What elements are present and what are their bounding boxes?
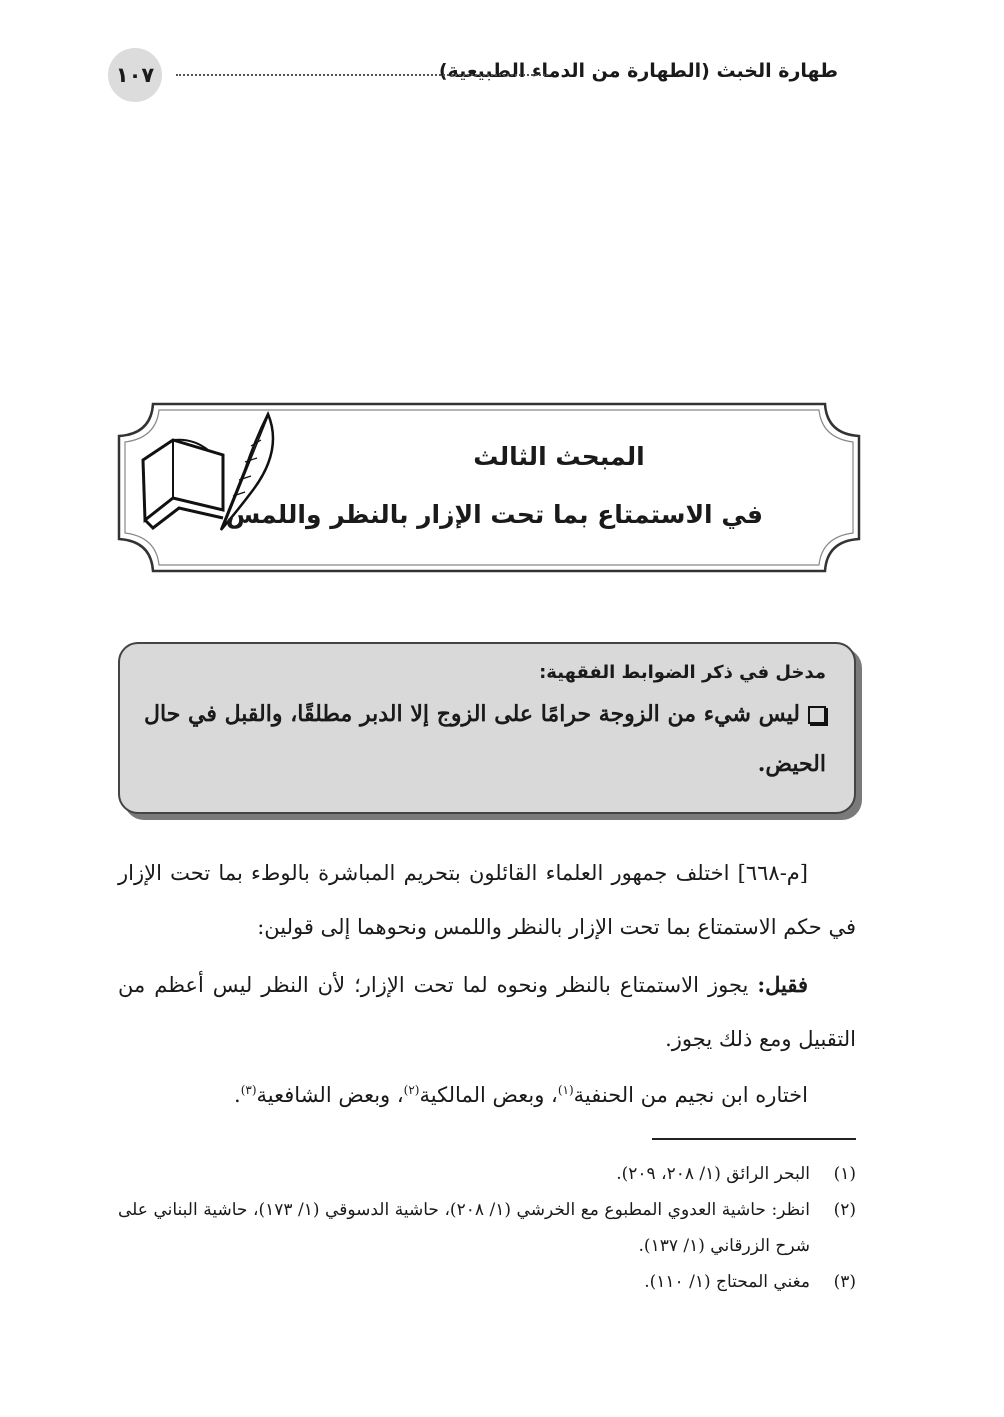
running-header bbox=[108, 48, 848, 98]
paragraph-first-opinion bbox=[118, 958, 856, 1066]
paragraph-intro-text: [م-٦٦٨] اختلف جمهور العلماء القائلون بتحريم المباشرة بالوطء بما تحت الإزار في حكم الاستمتاع بما تحت الإزار بالنظر واللمس ونحوهما إلى قولين: bbox=[118, 861, 856, 939]
footnote-number: (٢) bbox=[833, 1200, 856, 1220]
opinion-text: يجوز الاستمتاع بالنظر ونحوه لما تحت الإزار؛ لأن النظر ليس أعظم من التقبيل ومع ذلك يجوز. bbox=[118, 973, 856, 1051]
footnote-item bbox=[118, 1192, 856, 1264]
rules-heading: مدخل في ذكر الضوابط الفقهية: bbox=[539, 662, 826, 683]
attribution-part-1: اختاره ابن نجيم من الحنفية bbox=[573, 1083, 808, 1107]
footnote-number: (١) bbox=[833, 1164, 856, 1184]
header-title: طهارة الخبث (الطهارة من الدماء الطبيعية) bbox=[438, 60, 838, 82]
rule-item bbox=[144, 689, 826, 789]
footnote-text: مغني المحتاج (١/ ١١٠). bbox=[644, 1272, 810, 1292]
rule-text: ليس شيء من الزوجة حرامًا على الزوج إلا الدبر مطلقًا، والقبل في حال الحيض. bbox=[144, 701, 826, 777]
footnote-ref-2[interactable]: (٢) bbox=[403, 1083, 420, 1097]
paragraph-attribution bbox=[118, 1068, 856, 1122]
page-number: ١٠٧ bbox=[108, 48, 162, 102]
footnote-separator bbox=[652, 1138, 856, 1140]
footnote-item bbox=[118, 1156, 856, 1192]
attribution-part-3: ، وبعض الشافعية bbox=[256, 1083, 404, 1107]
footnote-number: (٣) bbox=[833, 1272, 856, 1292]
footnote-text: انظر: حاشية العدوي المطبوع مع الخرشي (١/ ٢٠٨)، حاشية الدسوقي (١/ ١٧٣)، حاشية البناني على شرح الزرقاني (١/ ١٣٧). bbox=[118, 1200, 810, 1256]
chapter-heading-frame bbox=[115, 400, 863, 575]
footnote-text: البحر الرائق (١/ ٢٠٨، ٢٠٩). bbox=[616, 1164, 810, 1184]
attribution-end: . bbox=[234, 1083, 241, 1107]
header-dotted-leader bbox=[176, 74, 548, 76]
footnote-ref-3[interactable]: (٣) bbox=[240, 1083, 257, 1097]
chapter-title: المبحث الثالث bbox=[473, 442, 645, 471]
fiqh-rules-box bbox=[118, 642, 856, 814]
footnote-ref-1[interactable]: (١) bbox=[557, 1083, 574, 1097]
chapter-subtitle: في الاستمتاع بما تحت الإزار بالنظر واللمس bbox=[225, 500, 763, 529]
opinion-lead: فقيل: bbox=[757, 972, 808, 997]
footnote-item bbox=[118, 1264, 856, 1300]
checkbox-bullet-icon bbox=[808, 706, 826, 724]
attribution-part-2: ، وبعض المالكية bbox=[419, 1083, 558, 1107]
paragraph-intro bbox=[118, 846, 856, 954]
footnotes bbox=[118, 1156, 856, 1300]
